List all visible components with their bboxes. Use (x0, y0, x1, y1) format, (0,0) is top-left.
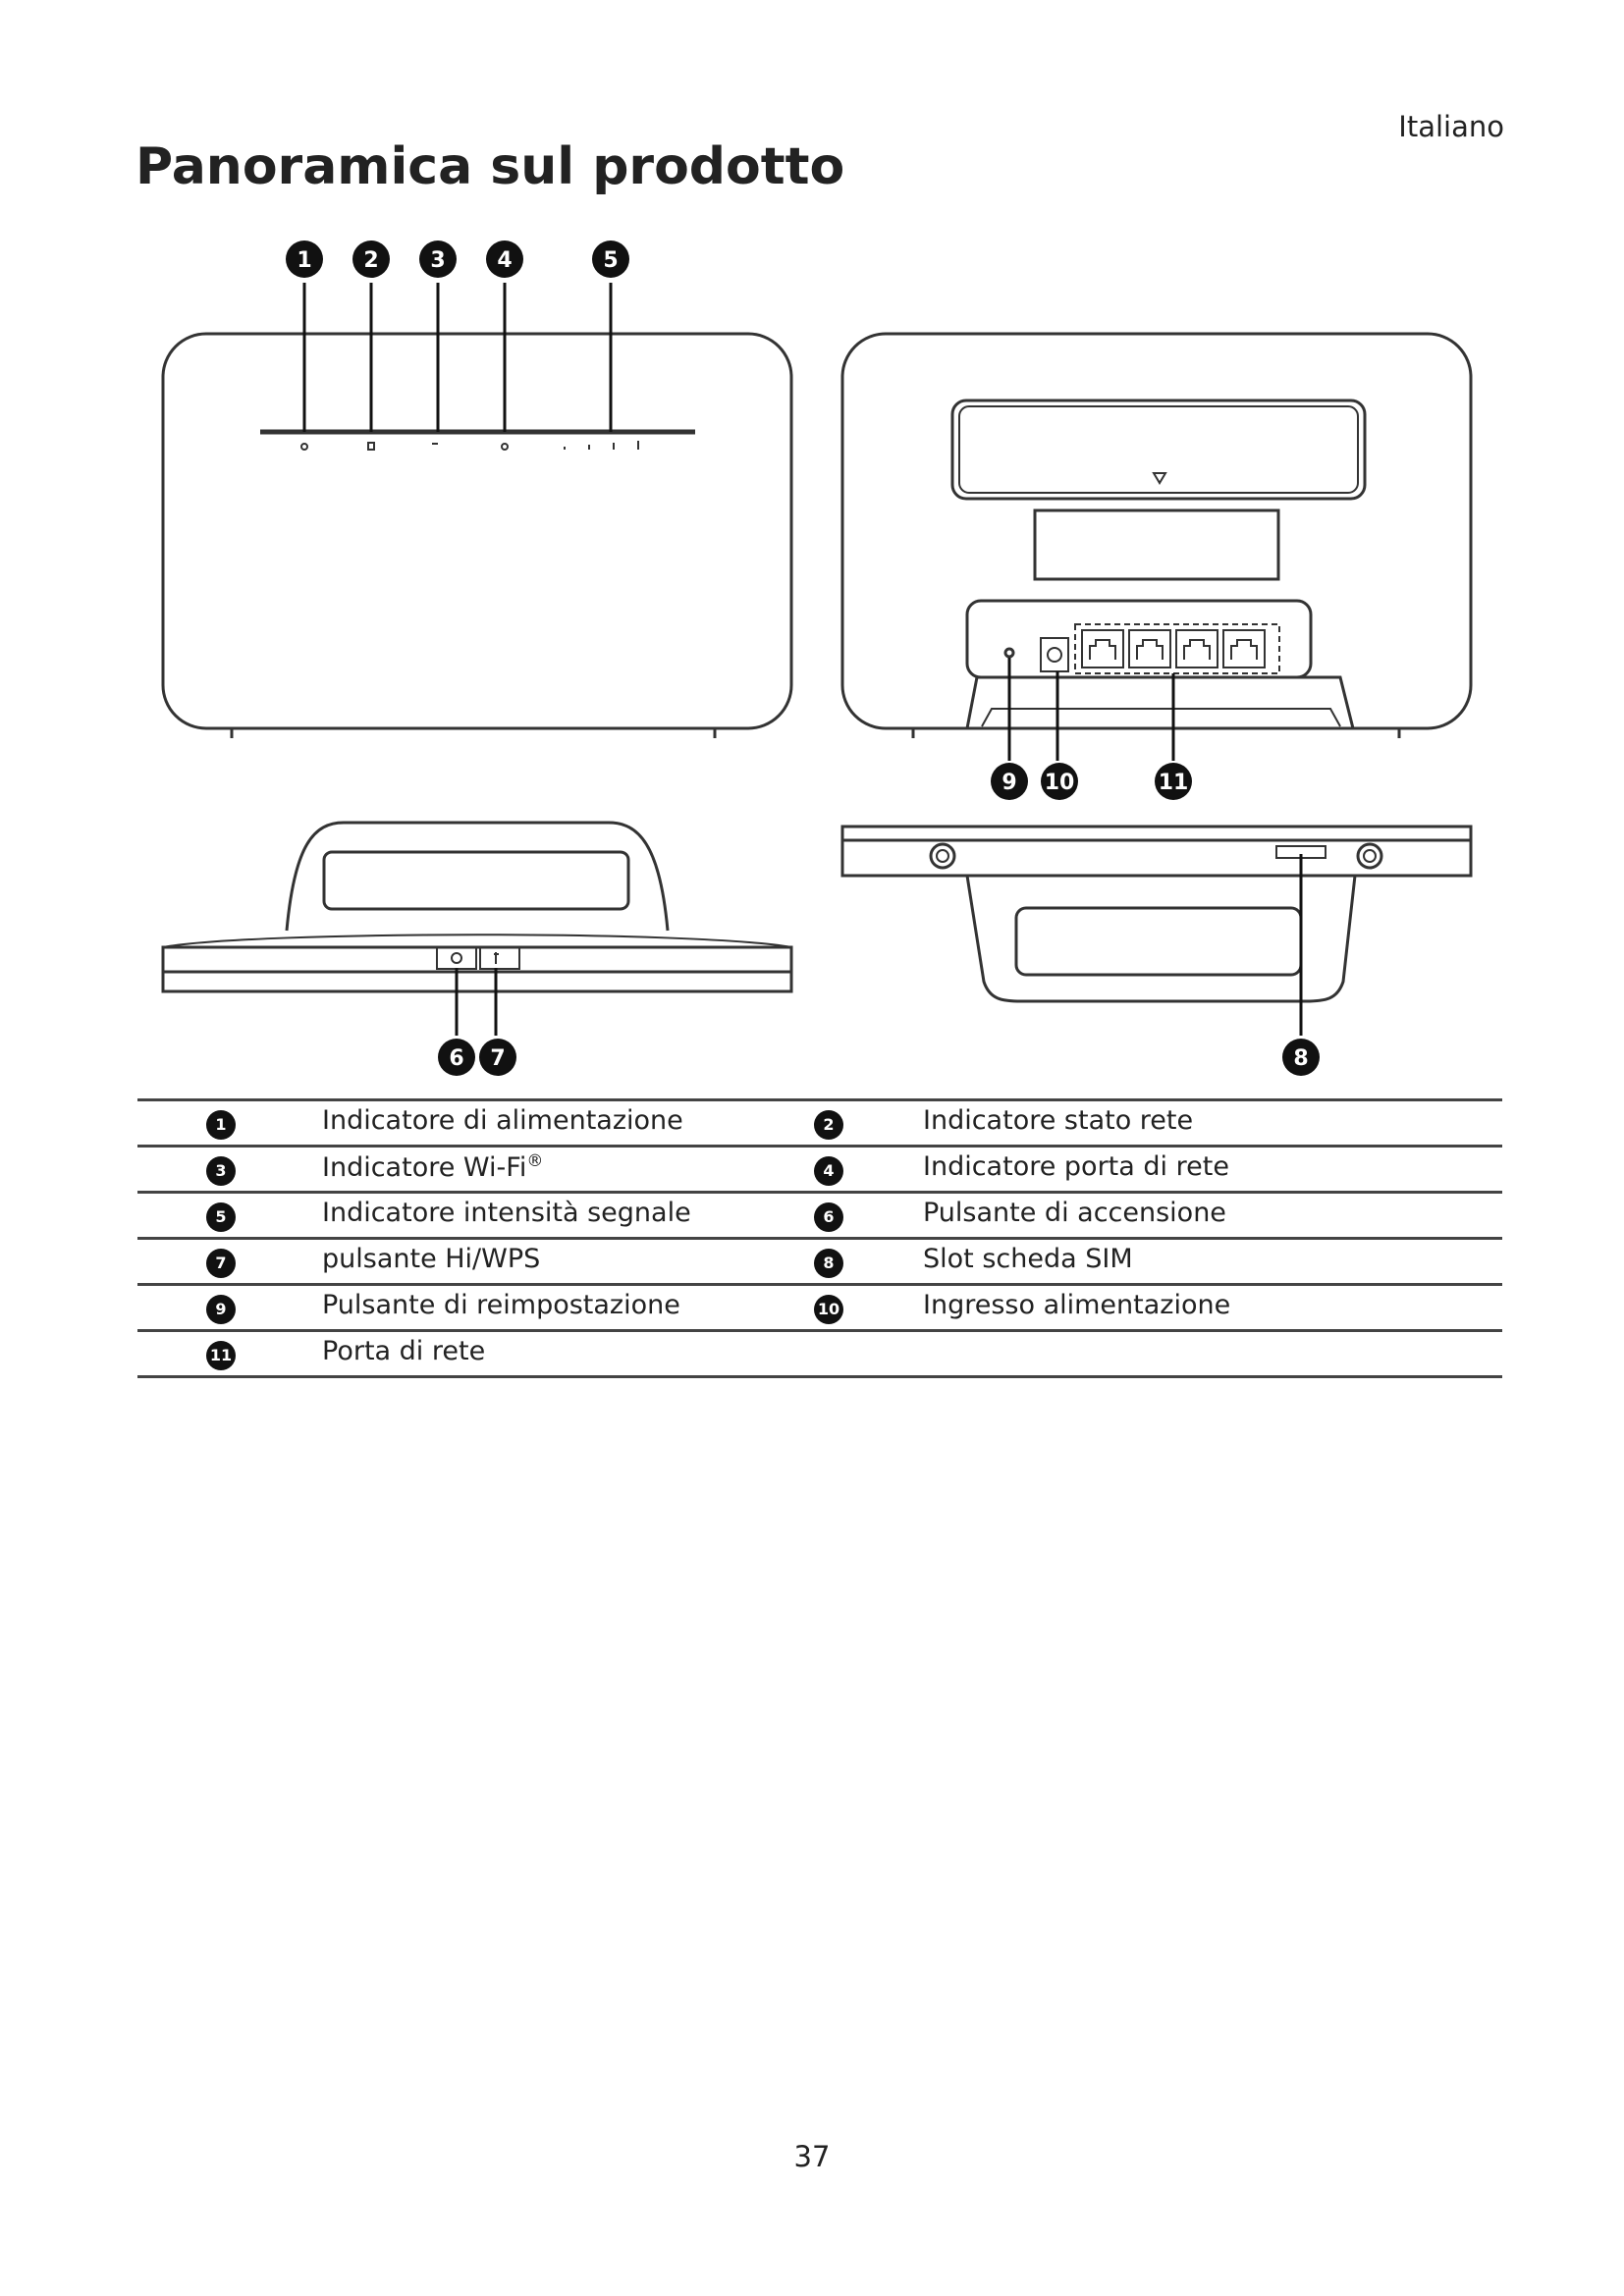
router-front-view (163, 334, 791, 738)
svg-text:4: 4 (497, 248, 513, 273)
registered-mark: ® (526, 1151, 544, 1171)
legend-text: Porta di rete (322, 1336, 486, 1366)
legend-text: Indicatore di alimentazione (322, 1105, 683, 1136)
language-label: Italiano (1398, 110, 1504, 143)
svg-text:7: 7 (490, 1046, 506, 1071)
legend-text: Pulsante di accensione (923, 1198, 1226, 1228)
legend-badge: 3 (206, 1156, 236, 1186)
svg-text:10: 10 (1044, 771, 1075, 795)
legend-badge: 2 (814, 1110, 843, 1140)
legend-row (137, 1098, 1502, 1145)
legend-row (137, 1283, 1502, 1329)
legend-text: Indicatore intensità segnale (322, 1198, 691, 1228)
svg-text:8: 8 (1293, 1046, 1309, 1071)
legend-text: Indicatore Wi-Fi® (322, 1151, 544, 1183)
led-icons (301, 441, 638, 450)
svg-text:6: 6 (449, 1046, 464, 1071)
legend-badge: 6 (814, 1202, 843, 1232)
callout-7 (479, 1039, 516, 1076)
legend-text: Pulsante di reimpostazione (322, 1290, 680, 1320)
legend-text: Indicatore stato rete (923, 1105, 1194, 1136)
legend-badge: 1 (206, 1110, 236, 1140)
legend-text: Slot scheda SIM (923, 1244, 1133, 1274)
svg-text:2: 2 (363, 248, 379, 273)
svg-text:1: 1 (297, 248, 312, 273)
legend-badge: 8 (814, 1249, 843, 1278)
legend-row (137, 1145, 1502, 1191)
callout-3 (419, 240, 457, 278)
legend-row (137, 1191, 1502, 1237)
callout-2 (352, 240, 390, 278)
svg-text:11: 11 (1158, 771, 1189, 795)
network-ports (1082, 630, 1265, 667)
callout-4 (486, 240, 523, 278)
legend-table (137, 1098, 1502, 1378)
callout-6 (438, 1039, 475, 1076)
svg-text:3: 3 (430, 248, 446, 273)
legend-badge: 10 (814, 1295, 843, 1324)
callout-badges (286, 240, 1320, 1076)
callout-lines (304, 283, 1301, 1036)
callout-1 (286, 240, 323, 278)
page-number: 37 (793, 2140, 831, 2173)
callout-11 (1155, 763, 1192, 800)
legend-badge: 7 (206, 1249, 236, 1278)
legend-row (137, 1329, 1502, 1378)
callout-9 (991, 763, 1028, 800)
page-title: Panoramica sul prodotto (135, 137, 845, 196)
callout-8 (1282, 1039, 1320, 1076)
product-diagram (0, 0, 1624, 1080)
legend-badge: 5 (206, 1202, 236, 1232)
svg-text:9: 9 (1001, 771, 1017, 795)
legend-badge: 9 (206, 1295, 236, 1324)
legend-badge: 11 (206, 1341, 236, 1370)
legend-row (137, 1237, 1502, 1283)
legend-text: Ingresso alimentazione (923, 1290, 1231, 1320)
legend-badge: 4 (814, 1156, 843, 1186)
callout-5 (592, 240, 629, 278)
callout-10 (1041, 763, 1078, 800)
router-side-view (842, 827, 1471, 1001)
legend-text: pulsante Hi/WPS (322, 1244, 541, 1274)
router-bottom-view (163, 823, 791, 991)
legend-text: Indicatore porta di rete (923, 1151, 1229, 1182)
router-rear-view (842, 334, 1471, 738)
svg-text:5: 5 (603, 248, 619, 273)
